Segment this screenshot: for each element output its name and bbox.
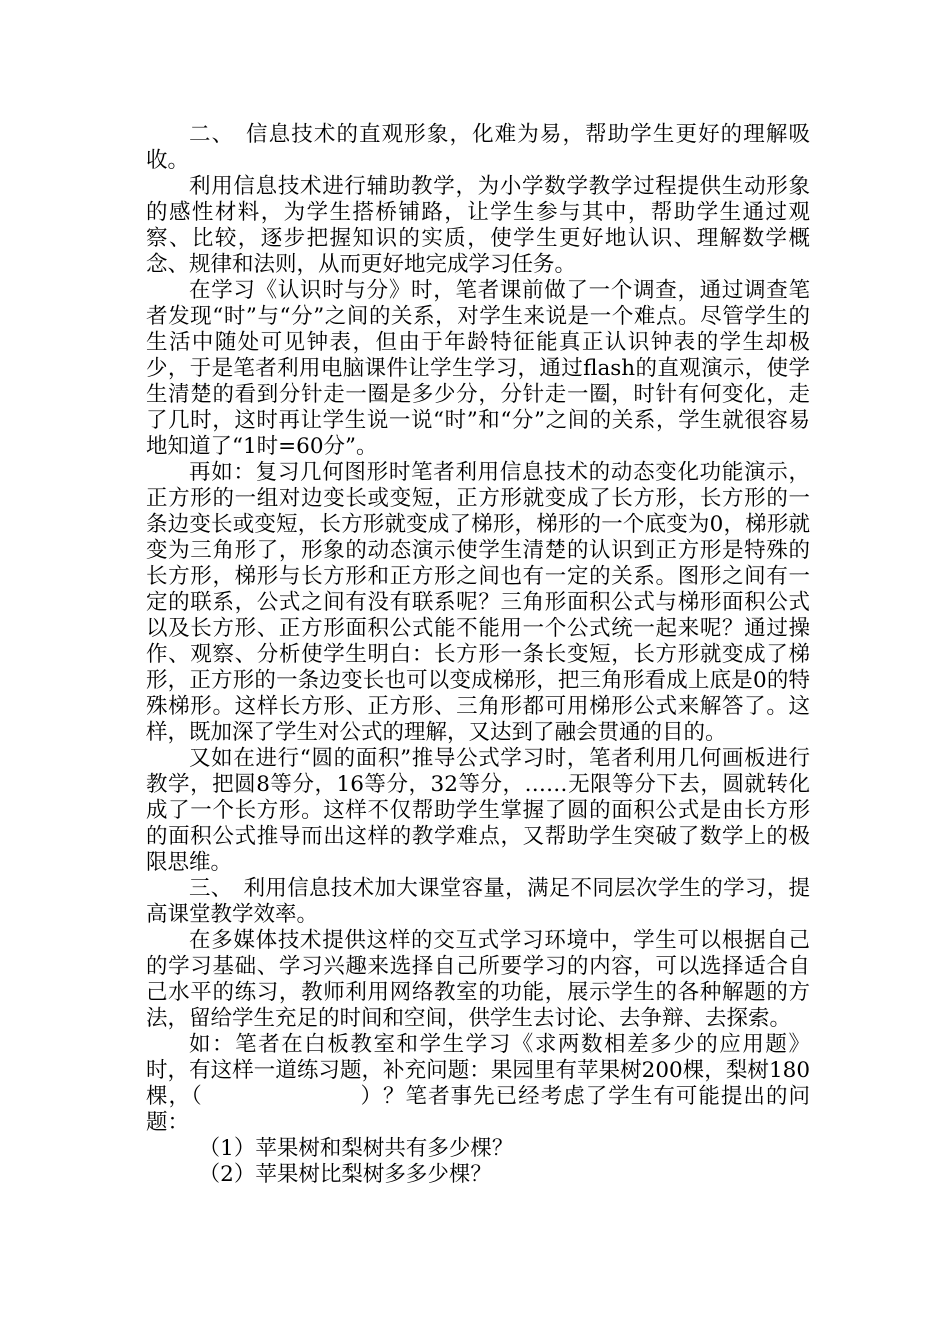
paragraph: 在学习《认识时与分》时，笔者课前做了一个调查，通过调查笔者发现“时”与“分”之间的关系，对学生来说是一个难点。尽管学生的生活中随处可见钟表，但由于年龄特征能真正认识钟表的学生却极少，于是笔者利用电脑课件让学生学习，通过flash的直观演示，使学生清楚的看到分针走一圈是多少分，分针走一圈，时针有何变化，走了几时，这时再让学生说一说“时”和“分”之间的关系，学生就很容易地知道了“1时=60分”。	[146, 278, 810, 459]
list-item: （1）苹果树和梨树共有多少棵？	[198, 1136, 514, 1161]
paragraph: 在多媒体技术提供这样的交互式学习环境中，学生可以根据自己的学习基础、学习兴趣来选择自己所要学习的内容，可以选择适合自己水平的练习，教师利用网络教室的功能，展示学生的各种解题的方法，留给学生充足的时间和空间，供学生去讨论、去争辩、去探索。	[146, 928, 810, 1031]
paragraph: 如：笔者在白板教室和学生学习《求两数相差多少的应用题》时，有这样一道练习题，补充问题：果园里有苹果树200棵，梨树180棵，（ ）？笔者事先已经考虑了学生有可能提出的问题：	[146, 1032, 810, 1135]
paragraph: 利用信息技术进行辅助教学，为小学数学教学过程提供生动形象的感性材料，为学生搭桥铺路，让学生参与其中，帮助学生通过观察、比较，逐步把握知识的实质，使学生更好地认识、理解数学概念、规律和法则，从而更好地完成学习任务。	[146, 174, 810, 277]
paragraph: 再如：复习几何图形时笔者利用信息技术的动态变化功能演示，正方形的一组对边变长或变短，正方形就变成了长方形，长方形的一条边变长或变短，长方形就变成了梯形，梯形的一个底变为0，梯形就变为三角形了，形象的动态演示使学生清楚的认识到正方形是特殊的长方形，梯形与长方形和正方形之间也有一定的关系。图形之间有一定的联系，公式之间有没有联系呢？三角形面积公式与梯形面积公式以及长方形、正方形面积公式能不能用一个公式统一起来呢？通过操作、观察、分析使学生明白：长方形一条长变短，长方形就变成了梯形，正方形的一条边变长也可以变成梯形，把三角形看成上底是0的特殊梯形。这样长方形、正方形、三角形都可用梯形公式来解答了。这样，既加深了学生对公式的理解，又达到了融会贯通的目的。	[146, 460, 810, 745]
section-heading-three: 三、 利用信息技术加大课堂容量，满足不同层次学生的学习，提高课堂教学效率。	[146, 876, 810, 927]
document-body	[146, 122, 810, 1188]
section-heading-two: 二、 信息技术的直观形象，化难为易，帮助学生更好的理解吸收。	[146, 122, 810, 173]
list-item: （2）苹果树比梨树多多少棵？	[198, 1162, 492, 1187]
paragraph: 又如在进行“圆的面积”推导公式学习时，笔者利用几何画板进行教学，把圆8等分，16等分，32等分，……无限等分下去，圆就转化成了一个长方形。这样不仅帮助学生掌握了圆的面积公式是由长方形的面积公式推导而出这样的教学难点，又帮助学生突破了数学上的极限思维。	[146, 746, 810, 875]
